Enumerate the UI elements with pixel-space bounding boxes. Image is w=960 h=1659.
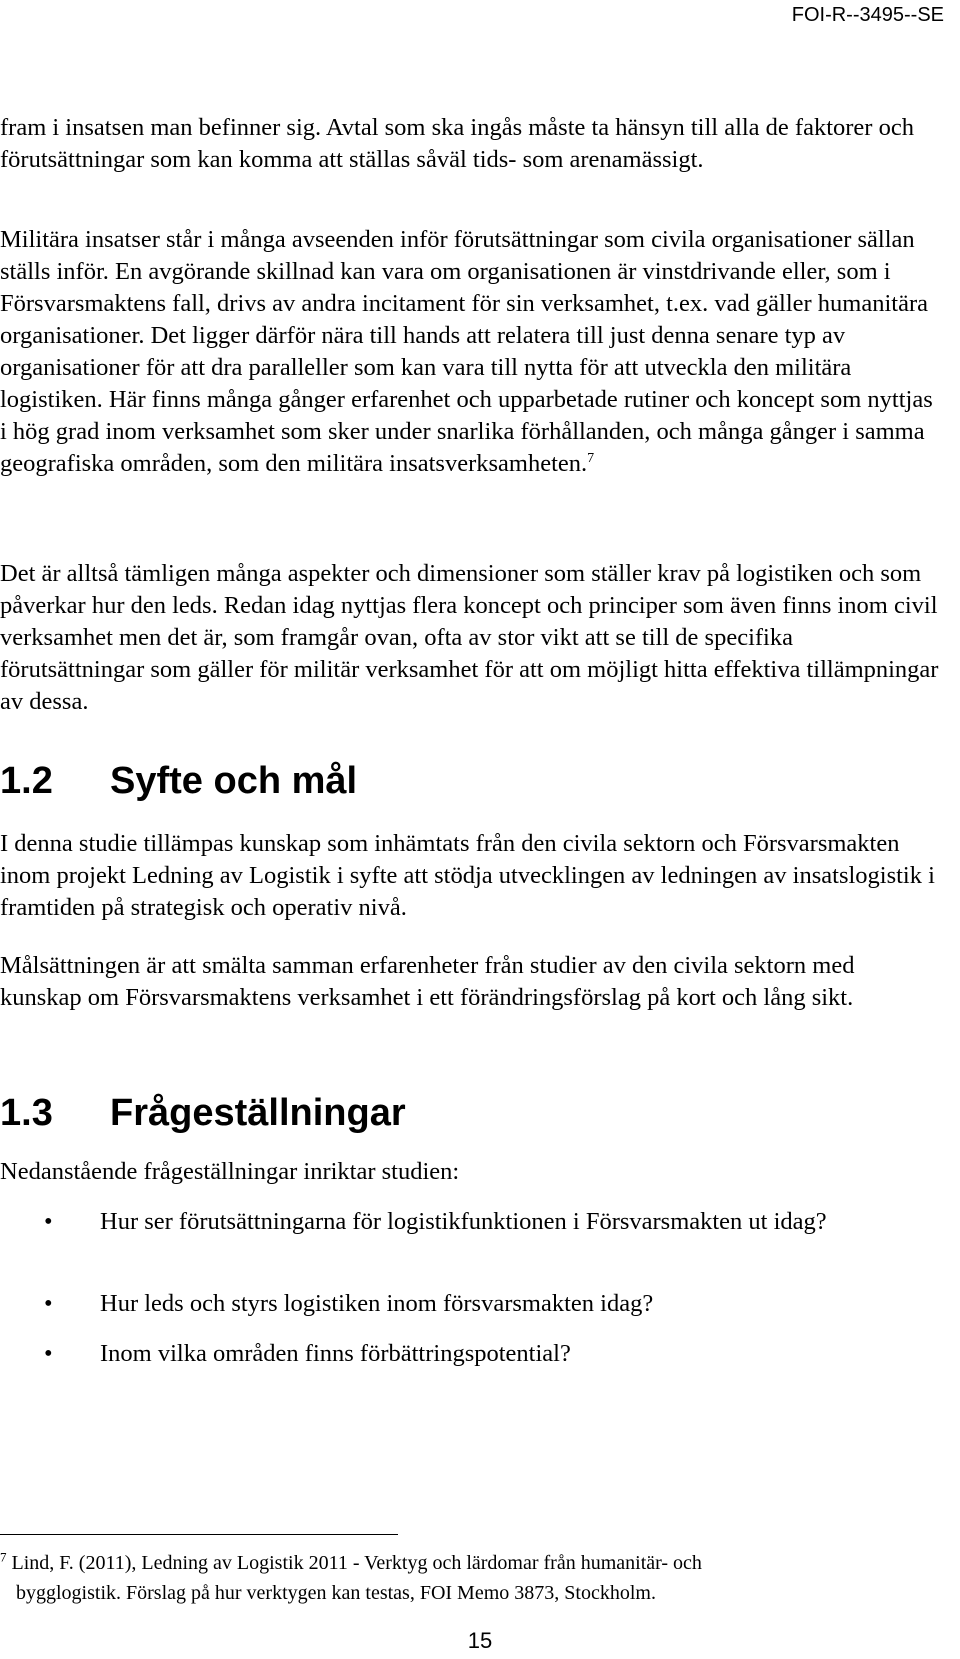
section-heading-1-3: [0, 1092, 406, 1135]
paragraph-questions-intro: Nedanstående frågeställningar inriktar studien:: [0, 1158, 460, 1185]
list-item-text: Hur leds och styrs logistiken inom försvarsmakten idag?: [100, 1290, 654, 1317]
paragraph-objective: Målsättningen är att smälta samman erfarenheter från studier av den civila sektorn med kunskap om Försvarsmaktens verksamhet i ett förändringsförslag på kort och lång sikt.: [0, 952, 855, 1011]
bullet-icon: •: [44, 1340, 53, 1367]
list-item: [0, 1338, 940, 1370]
section-number: 1.2: [0, 760, 53, 802]
bullet-icon: •: [44, 1290, 53, 1317]
paragraph-aspects: Det är alltså tämligen många aspekter och dimensioner som ställer krav på logistiken och som påverkar hur den leds. Redan idag nyttjas flera koncept och principer som även finns inom civil verksamhet men det är, som framgår ovan, ofta av stor vikt att se till de specifika förutsättningar som gäller för militär verksamhet för att om möjligt hitta effektiva tillämpningar av dessa.: [0, 560, 939, 715]
section-title: Syfte och mål: [110, 760, 358, 802]
paragraph-military-operations: [0, 224, 940, 480]
footnote-reference[interactable]: 7: [587, 450, 595, 466]
list-item: [0, 1288, 940, 1320]
footnote-marker: 7: [0, 1549, 7, 1565]
section-number: 1.3: [0, 1092, 53, 1134]
list-item-text: Hur ser förutsättningarna för logistikfunktionen i Försvarsmakten ut idag?: [100, 1208, 827, 1235]
paragraph-military-operations-text: Militära insatser står i många avseenden inför förutsättningar som civila organisationer sällan ställs inför. En avgörande skillnad kan vara om organisationen är vinstdrivande eller, som i Försvarsmaktens fall, drivs av andra incitament för sin verksamhet, t.ex. vad gäller humanitära organisationer. Det ligger därför nära till hands att relatera till just denna senare typ av organisationer för att dra paralleller som kan vara till nytta för att utveckla den militära logistiken. Här finns många gånger erfarenhet och upparbetade rutiner och koncept som nyttjas i hög grad inom verksamhet som sker under snarlika förhållanden, och många gånger i samma geografiska områden, som den militära insatsverksamheten.: [0, 226, 933, 477]
paragraph-intro: fram i insatsen man befinner sig. Avtal som ska ingås måste ta hänsyn till alla de faktorer och förutsättningar som kan komma att ställas såväl tids- som arenamässigt.: [0, 114, 914, 173]
list-item: [0, 1206, 940, 1238]
footnote-divider: [0, 1534, 398, 1535]
page-number: 15: [467, 1628, 493, 1653]
footnote-line-2: bygglogistik. Förslag på hur verktygen kan testas, FOI Memo 3873, Stockholm.: [16, 1582, 656, 1604]
document-id: FOI-R--3495--SE: [791, 4, 944, 26]
bullet-icon: •: [44, 1208, 53, 1235]
paragraph-study-purpose: I denna studie tillämpas kunskap som inhämtats från den civila sektorn och Försvarsmakten inom projekt Ledning av Logistik i syfte att stödja utvecklingen av ledningen av insatslogistik i framtiden på strategisk och operativ nivå.: [0, 830, 935, 921]
section-title: Frågeställningar: [110, 1092, 406, 1134]
section-heading-1-2: [0, 760, 357, 803]
footnote-line-1: Lind, F. (2011), Ledning av Logistik 2011 - Verktyg och lärdomar från humanitär- och: [11, 1552, 702, 1574]
footnote: [0, 1548, 940, 1608]
list-item-text: Inom vilka områden finns förbättringspotential?: [100, 1340, 571, 1367]
